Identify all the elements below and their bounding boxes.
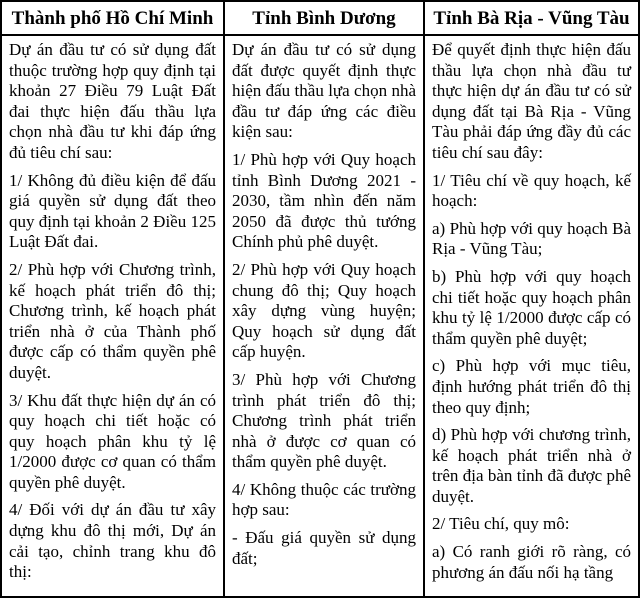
body-cell-binh-duong xyxy=(223,36,423,596)
header-cell-binh-duong: Tỉnh Bình Dương xyxy=(223,2,423,34)
paragraph: 1/ Phù hợp với Quy hoạch tỉnh Bình Dương 2021 - 2030, tầm nhìn đến năm 2050 đã được thủ tướng Chính phủ phê duyệt. xyxy=(232,149,416,252)
paragraph: b) Phù hợp với quy hoạch chi tiết hoặc quy hoạch phân khu tỷ lệ 1/2000 được cấp có thẩm quyền phê duyệt; xyxy=(432,266,631,348)
paragraph: a) Phù hợp với quy hoạch Bà Rịa - Vũng Tàu; xyxy=(432,218,631,259)
paragraph: c) Phù hợp với mục tiêu, định hướng phát triển đô thị theo quy định; xyxy=(432,356,631,417)
body-cell-ho-chi-minh xyxy=(2,36,223,596)
paragraph: a) Có ranh giới rõ ràng, có phương án đấu nối hạ tầng xyxy=(432,542,631,582)
paragraph: d) Phù hợp với chương trình, kế hoạch phát triển nhà ở trên địa bàn tỉnh đã được phê duyệt. xyxy=(432,425,631,506)
paragraph: 1/ Không đủ điều kiện để đấu giá quyền sử dụng đất theo quy định tại khoản 2 Điều 125 Luật Đất đai. xyxy=(9,170,216,252)
paragraph: 2/ Phù hợp với Chương trình, kế hoạch phát triển đô thị; Chương trình, kế hoạch phát triển nhà ở của Thành phố được cấp có thẩm quyền phê duyệt. xyxy=(9,259,216,382)
paragraph: 2/ Tiêu chí, quy mô: xyxy=(432,514,570,534)
paragraph: Để quyết định thực hiện đấu thầu lựa chọn nhà đầu tư thực hiện dự án đầu tư có sử dụng đất tại Bà Rịa - Vũng Tàu phải đáp ứng đầy đủ các tiêu chí sau đây: xyxy=(432,40,631,162)
paragraph: 2/ Phù hợp với Quy hoạch chung đô thị; Quy hoạch xây dựng vùng huyện; Quy hoạch sử dụng đất cấp huyện. xyxy=(232,259,416,362)
table-header-row xyxy=(2,2,638,36)
paragraph: 1/ Tiêu chí về quy hoạch, kế hoạch: xyxy=(432,170,631,211)
paragraph: 4/ Không thuộc các trường hợp sau: xyxy=(232,479,416,520)
paragraph: - Đấu giá quyền sử dụng đất; xyxy=(232,528,416,568)
paragraph: Dự án đầu tư có sử dụng đất thuộc trường hợp quy định tại khoản 27 Điều 79 Luật Đất đai thực hiện đấu thầu lựa chọn nhà đầu tư khi đáp ứng đủ tiêu chí sau: xyxy=(9,40,216,162)
paragraph: 3/ Phù hợp với Chương trình phát triển đô thị; Chương trình phát triển nhà ở được cơ quan có thẩm quyền phê duyệt. xyxy=(232,369,416,472)
paragraph: 3/ Khu đất thực hiện dự án có quy hoạch chi tiết hoặc có quy hoạch phân khu tỷ lệ 1/2000 được cơ quan có thẩm quyền phê duyệt. xyxy=(9,390,216,492)
table-body-row xyxy=(2,36,638,596)
header-cell-ho-chi-minh: Thành phố Hồ Chí Minh xyxy=(11,8,214,29)
header-cell-ba-ria-vung-tau: Tỉnh Bà Rịa - Vũng Tàu xyxy=(423,2,638,34)
body-cell-ba-ria-vung-tau xyxy=(423,36,638,596)
paragraph: 4/ Đối với dự án đầu tư xây dựng khu đô thị mới, Dự án cải tạo, chỉnh trang khu đô thị: xyxy=(9,500,216,582)
paragraph: Dự án đầu tư có sử dụng đất được quyết định thực hiện đấu thầu lựa chọn nhà đầu tư đáp ứng các điều kiện sau: xyxy=(232,40,416,142)
